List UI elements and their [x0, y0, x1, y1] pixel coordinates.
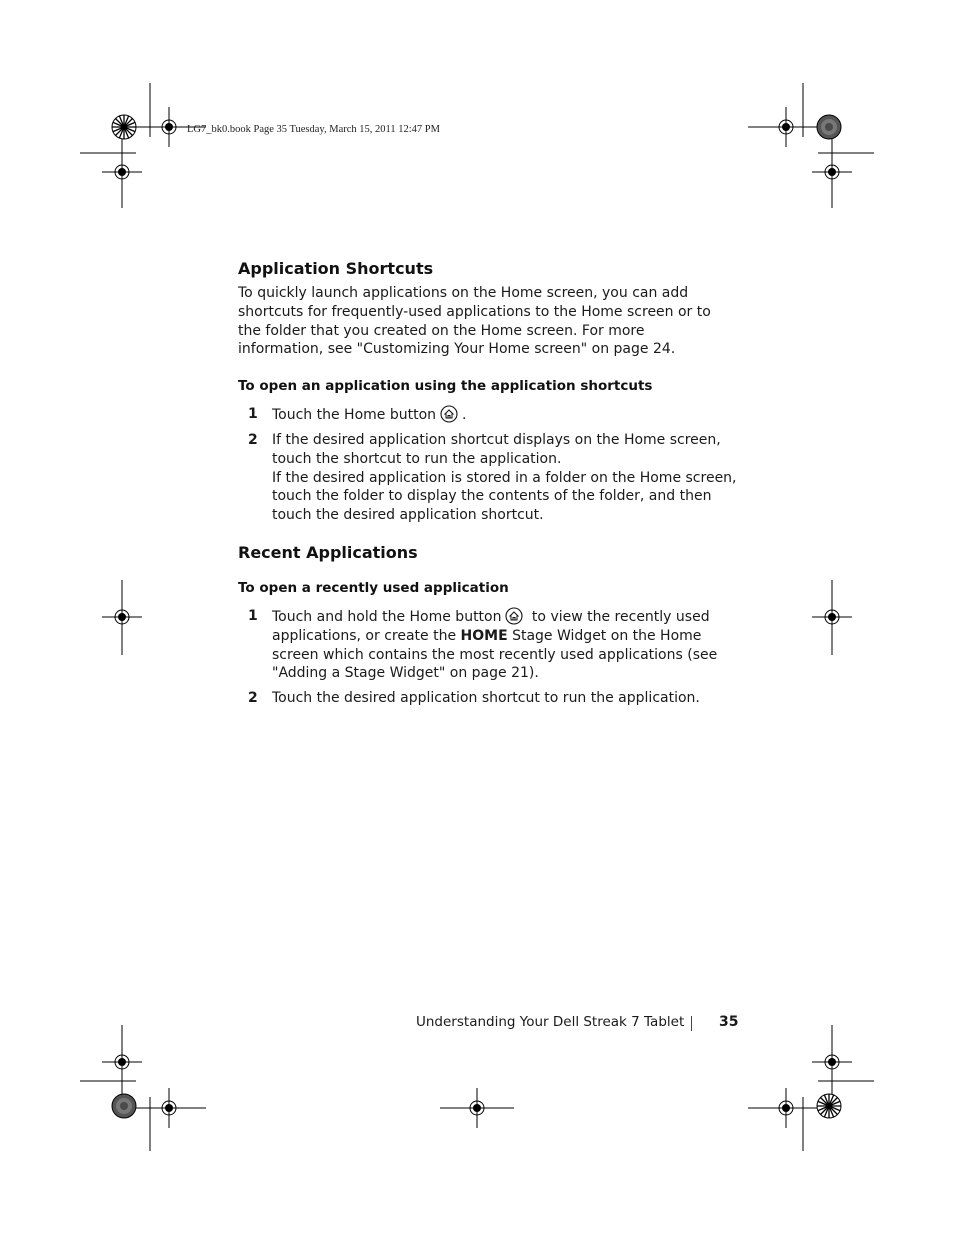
step-text-part: Touch and hold the Home button	[272, 608, 502, 625]
step-text-part: Stage Widget on the Home screen which contains the most recently used applications (see "Adding a Stage Widget" on page 21).	[272, 627, 718, 682]
section-body: To quickly launch applications on the Home screen, you can add shortcuts for frequently-used applications to the Home screen or to the folder that you created on the Home screen. For more information, see "Customizing Your Home screen" on page 24.	[238, 285, 711, 358]
step-number: 2	[248, 690, 258, 707]
page-content	[238, 258, 738, 708]
step-text	[272, 607, 738, 683]
step-text-part: Touch the Home button	[272, 407, 437, 424]
section-title-application-shortcuts: Application Shortcuts	[238, 259, 434, 278]
page-number: 35	[719, 1014, 739, 1030]
step-item	[238, 607, 738, 683]
steps-list-shortcuts	[238, 405, 738, 525]
procedure-title-open-recent: To open a recently used application	[238, 579, 509, 596]
step-item	[238, 689, 738, 708]
step-text	[272, 431, 738, 525]
step-number: 1	[248, 406, 258, 423]
step-line: If the desired application shortcut displays on the Home screen, touch the shortcut to run the application.	[272, 431, 721, 467]
section-title-recent-applications: Recent Applications	[238, 542, 418, 562]
footer-chapter-title: Understanding Your Dell Streak 7 Tablet	[416, 1014, 685, 1030]
step-text-part: .	[462, 407, 467, 424]
procedure-title-open-shortcut: To open an application using the application shortcuts	[238, 378, 653, 395]
page-footer	[416, 1014, 739, 1030]
step-text	[272, 405, 738, 425]
home-button-icon	[439, 405, 459, 423]
step-number: 2	[248, 431, 258, 448]
step-text: Touch the desired application shortcut to run the application.	[272, 690, 700, 707]
step-number: 1	[248, 607, 258, 624]
footer-divider	[691, 1016, 692, 1031]
home-keyword: HOME	[460, 627, 508, 644]
step-item	[238, 431, 738, 525]
step-text-part: to view the recently used applications, or create the	[272, 608, 710, 644]
step-line: If the desired application is stored in a folder on the Home screen, touch the folder to display the contents of the folder, and then touch the desired application shortcut.	[272, 469, 737, 524]
step-item	[238, 405, 738, 425]
steps-list-recent	[238, 607, 738, 708]
book-info-slug: LG7_bk0.book Page 35 Tuesday, March 15, 2011 12:47 PM	[187, 124, 440, 135]
home-button-icon	[504, 607, 524, 625]
